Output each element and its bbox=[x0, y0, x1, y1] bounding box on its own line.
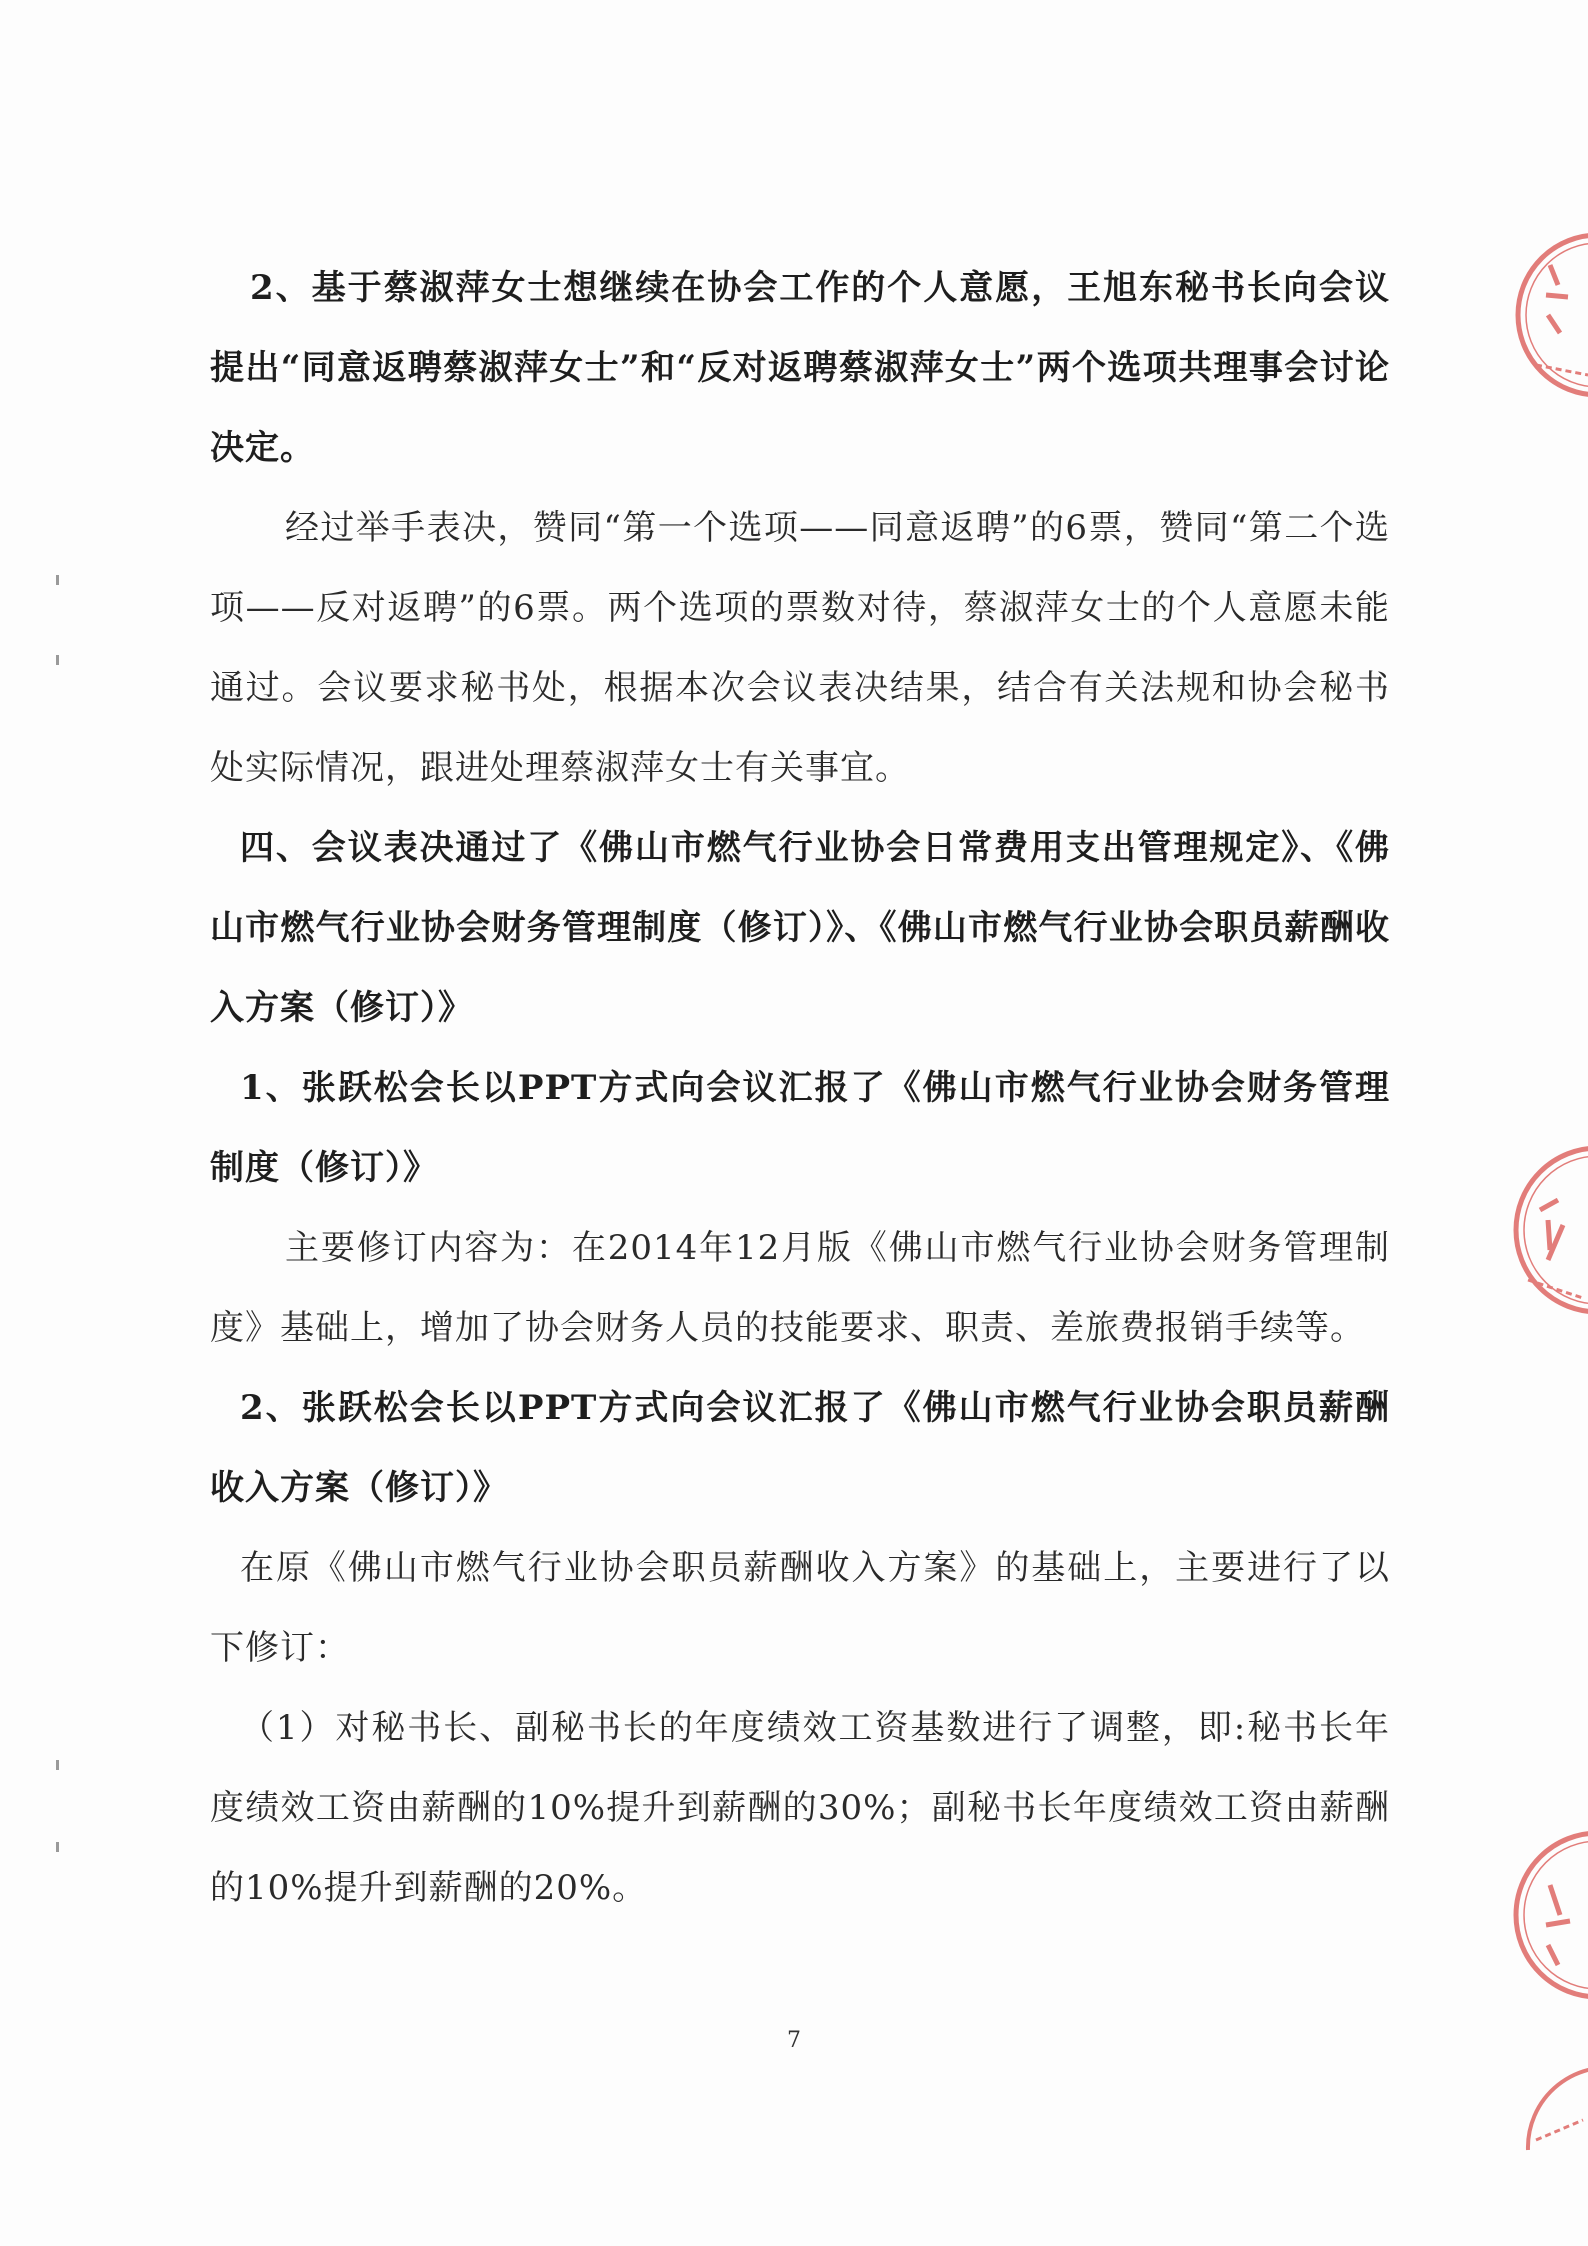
seal-stamp-icon bbox=[1488, 1825, 1588, 2005]
paragraph-item-2-salary-heading: 2、张跃松会长以PPT方式向会议汇报了《佛山市燃气行业协会职员薪酬收入方案（修订）》 bbox=[210, 1388, 1390, 1508]
scan-mark bbox=[56, 575, 59, 585]
paragraph-finance-revision: 主要修订内容为：在2014年12月版《佛山市燃气行业协会财务管理制度》基础上，增加了协会财务人员的技能要求、职责、差旅费报销手续等。 bbox=[210, 1228, 1390, 1348]
scan-mark bbox=[56, 1760, 59, 1770]
seal-stamp-icon bbox=[1488, 1140, 1588, 1320]
section-four-heading: 四、会议表决通过了《佛山市燃气行业协会日常费用支出管理规定》、《佛山市燃气行业协会财务管理制度（修订）》、《佛山市燃气行业协会职员薪酬收入方案（修订）》 bbox=[210, 828, 1390, 1028]
scan-mark bbox=[56, 655, 59, 665]
document-body bbox=[210, 248, 1390, 1928]
paragraph-vote-result: 经过举手表决，赞同“第一个选项——同意返聘”的6票，赞同“第二个选项——反对返聘”的6票。两个选项的票数对待，蔡淑萍女士的个人意愿未能通过。会议要求秘书处，根据本次会议表决结果，结合有关法规和协会秘书处实际情况，跟进处理蔡淑萍女士有关事宜。 bbox=[210, 508, 1390, 788]
paragraph-salary-intro: 在原《佛山市燃气行业协会职员薪酬收入方案》的基础上，主要进行了以下修订： bbox=[210, 1548, 1390, 1668]
seal-stamp-icon bbox=[1488, 2060, 1588, 2170]
paragraph-item-2-heading: 2、基于蔡淑萍女士想继续在协会工作的个人意愿，王旭东秘书长向会议提出“同意返聘蔡淑萍女士”和“反对返聘蔡淑萍女士”两个选项共理事会讨论决定。 bbox=[210, 268, 1390, 468]
seal-stamp-icon bbox=[1488, 225, 1588, 405]
paragraph-item-1-finance-heading: 1、张跃松会长以PPT方式向会议汇报了《佛山市燃气行业协会财务管理制度（修订）》 bbox=[210, 1068, 1390, 1188]
scan-mark bbox=[56, 1842, 59, 1852]
paragraph-salary-revision-1: （1）对秘书长、副秘书长的年度绩效工资基数进行了调整，即:秘书长年度绩效工资由薪酬的10%提升到薪酬的30%；副秘书长年度绩效工资由薪酬的10%提升到薪酬的20%。 bbox=[210, 1708, 1390, 1908]
page-number: 7 bbox=[787, 2028, 801, 2053]
